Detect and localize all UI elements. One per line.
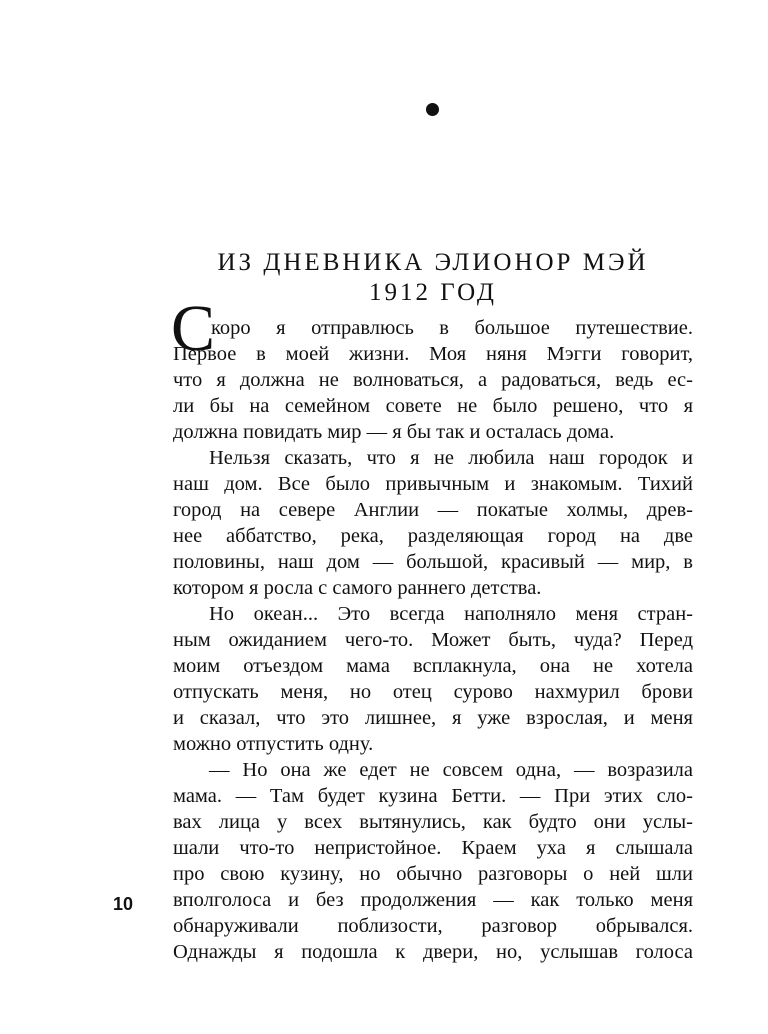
drop-cap: С [171,292,216,365]
text-line: должна повидать мир — я бы так и осталась дома. [173,421,615,443]
text-line: моим отъездом мама всплакнула, она не хотела [173,655,693,677]
text-line: можно отпустить одну. [173,733,374,755]
chapter-heading: ИЗ ДНЕВНИКА ЭЛИОНОР МЭЙ [217,249,649,276]
text-line: отпускать меня, но отец сурово нахмурил брови [173,681,693,703]
text-line: нее аббатство, река, разделяющая город на две [173,525,693,547]
text-line: Первое в моей жизни. Моя няня Мэгги говорит, [173,343,693,365]
text-line: про свою кузину, но обычно разговоры о ней шли [173,863,693,885]
text-line: котором я росла с самого раннего детства. [173,577,542,599]
text-line: — Но она же едет не совсем одна, — возразила [209,759,693,781]
text-line: шали что-то непристойное. Краем уха я слышала [173,837,693,859]
text-line: половины, наш дом — большой, красивый — мир, в [173,551,693,573]
text-line: ным ожиданием чего-то. Может быть, чуда? Перед [173,629,693,651]
text-line: Нельзя сказать, что я не любила наш городок и [209,447,693,469]
text-line-1-content: коро я отправлюсь в большое путешествие. [211,317,693,339]
text-line: город на севере Англии — покатые холмы, древ- [173,499,693,521]
text-line: Однажды я подошла к двери, но, услышав голоса [173,941,693,963]
page-number: 10 [113,894,134,914]
text-line: что я должна не волноваться, а радоваться, ведь ес- [173,369,693,391]
text-line: обнаруживали поблизости, разговор обрывался. [173,915,693,937]
text-line: мама. — Там будет кузина Бетти. — При этих сло- [173,785,693,807]
section-ornament-bullet [426,103,439,116]
text-line: и сказал, что это лишнее, я уже взрослая, и меня [173,707,693,729]
text-line: Но океан... Это всегда наполняло меня стран- [209,603,693,625]
text-line: вполголоса и без продолжения — как только меня [173,889,693,911]
text-line: ли бы на семейном совете не было решено, что я [173,395,693,417]
chapter-year: 1912 ГОД [369,279,497,306]
text-line: вах лица у всех вытянулись, как будто они услы- [173,811,693,833]
text-line: наш дом. Все было привычным и знакомым. Тихий [173,473,693,495]
